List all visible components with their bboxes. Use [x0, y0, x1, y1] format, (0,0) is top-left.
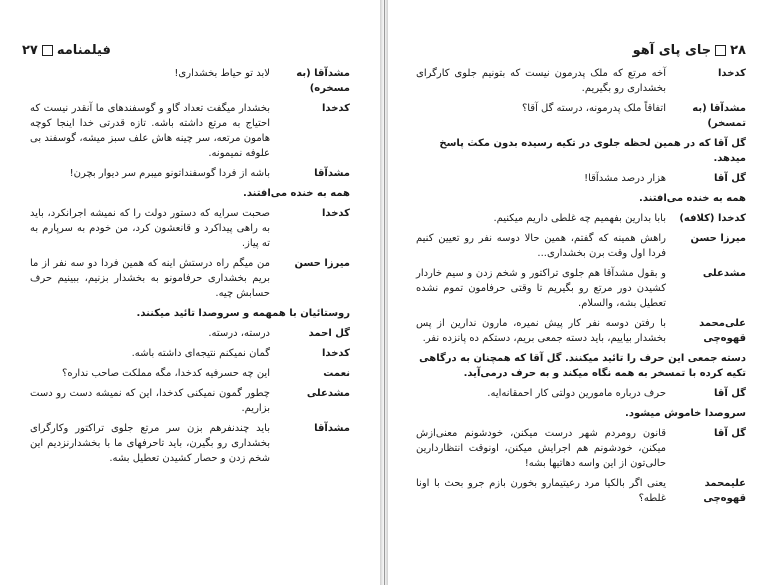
speaker-name: مشدآقا (به مسخره): [296, 68, 350, 94]
speaker-name: کدخدا (کلافه): [679, 213, 746, 224]
dialogue-text: درسته، درسته.: [208, 328, 270, 339]
dialogue-text: باید چندنفرهم بزن سر مرتع جلوی تراکتور وکارگرای بخشداری رو بگیرن، باید تاحرفهای ما با بخشدارنزدیم این شخم زدن و حصار کشیدن تعطیل بشه.: [30, 423, 270, 464]
speaker-name: گل آقا: [714, 428, 746, 439]
dialogue-entry: [30, 101, 350, 161]
page-title: جای پای آهو: [632, 42, 712, 58]
speaker-name: مشدآقا: [314, 423, 350, 434]
dialogue-text: راهش همینه که گفتم، همین حالا دوسه نفر رو تعیین کنیم فردا اول وقت برن بخشداری...: [416, 233, 666, 259]
speaker-name: کدخدا: [717, 68, 746, 79]
dialogue-entry: [30, 366, 350, 381]
page-title: فیلمنامه: [56, 42, 111, 58]
dialogue-entry: [416, 101, 746, 131]
speaker-name: میرزا حسن: [294, 258, 350, 269]
dialogue-entry: [416, 476, 746, 506]
speaker-name: مشدعلی: [702, 268, 746, 279]
dialogue-text: بخشدار میگفت تعداد گاو و گوسفندهای ما آنقدر نیست که احتیاج به مرتع داشته باشه. تازه قدرتی خدا اینجا کوچه هامون مرتعه، سر چینه هاش علف سبز میشه، گوسفند بی علوفه نمیمونه.: [30, 103, 270, 159]
dialogue-entry: [416, 386, 746, 401]
dialogue-text: هزار درصد مشدآقا!: [584, 173, 666, 184]
square-ornament-icon: [715, 45, 726, 56]
dialogue-text: آخه مرتع که ملک پدرمون نیست که بتونیم جلوی کارگرای بخشداری رو بگیریم.: [416, 68, 666, 94]
speaker-name: مشدآقا (به تمسخر): [692, 103, 746, 129]
dialogue-entry: [416, 66, 746, 96]
left-page-text: [30, 66, 350, 466]
dialogue-text: و بقول مشدآقا هم جلوی تراکتور و شخم زدن و سیم خاردار کشیدن دور مرتع رو بگیریم تا وقتی حرفامون تموم نشده تعطیل بشه، والسلام.: [416, 268, 666, 309]
dialogue-entry: [416, 231, 746, 261]
page-number: ۲۸: [730, 42, 746, 58]
dialogue-text: قانون رومردم شهر درست میکنن، خودشونم معنی‌ازش میکنن، خودشونم هم اجرایش میکنن، اونوقت انتظاردارین حالی‌تون از این واسه دهاتیها بشه!: [416, 428, 666, 469]
stage-direction: سروصدا خاموش میشود.: [625, 408, 746, 419]
dialogue-entry: [30, 256, 350, 301]
speaker-name: گل آقا: [714, 173, 746, 184]
speaker-name: علی‌محمد قهوه‌چی: [699, 318, 746, 344]
dialogue-text: لابد تو حیاط بخشداری!: [174, 68, 270, 79]
dialogue-text: اتفاقاً ملک پدرمونه، درسته گل آقا؟: [521, 103, 666, 114]
dialogue-entry: [416, 426, 746, 471]
speaker-name: نعمت: [323, 368, 350, 379]
dialogue-text: چطور گمون نمیکنی کدخدا، این که نمیشه دست رو دست بزاریم.: [30, 388, 270, 414]
square-ornament-icon: [42, 45, 53, 56]
dialogue-entry: [416, 316, 746, 346]
dialogue-entry: [30, 326, 350, 341]
dialogue-text: صحبت سرایه که دستور دولت را که نمیشه اجرانکرد، باید به راهی پیداکرد و قانعشون کرد، من خودم به سرپارم به ته پیاز.: [30, 208, 270, 249]
dialogue-text: یعنی اگر بالکیا مرد رعیتیمارو بخورن بازم جرو بحث با اونا غلطه؟: [416, 478, 666, 504]
dialogue-entry: [30, 206, 350, 251]
dialogue-text: گمان نمیکنم نتیجه‌ای داشته باشه.: [131, 348, 270, 359]
speaker-name: کدخدا: [321, 208, 350, 219]
speaker-name: گل آقا: [714, 388, 746, 399]
dialogue-entry: [30, 346, 350, 361]
dialogue-text: این چه حسرفیه کدخدا، مگه مملکت صاحب نداره؟: [62, 368, 270, 379]
dialogue-text: من میگم راه درستش اینه که همین فردا دو سه نفر از ما بریم بخشداری حرفامونو به بخشدار بزنیم، ببینیم حرف حسابش چیه.: [30, 258, 270, 299]
speaker-name: گل احمد: [308, 328, 350, 339]
dialogue-text: حرف درباره مامورین دولتی کار احمقانه‌ایه.: [487, 388, 666, 399]
speaker-name: مشدعلی: [306, 388, 350, 399]
dialogue-entry: [30, 66, 350, 96]
speaker-name: میرزا حسن: [690, 233, 746, 244]
stage-direction: دسته جمعی این حرف را تائید میکنند. گل آقا که همچنان به درگاهی تکیه کرده با تمسخر به همه نگاه میکند و به حرف درمی‌آید.: [419, 353, 746, 379]
right-page-text: [416, 66, 746, 506]
dialogue-text: باشه از فردا گوسفنداتونو میبرم سر دیوار بچرن!: [69, 168, 270, 179]
dialogue-entry: [416, 171, 746, 186]
stage-direction: روستائیان با همهمه و سروصدا تائید میکنند.: [136, 308, 350, 319]
dialogue-entry: [30, 421, 350, 466]
stage-direction: همه به خنده می‌افتند.: [243, 188, 350, 199]
speaker-name: علیمحمد قهوه‌چی: [703, 478, 746, 504]
dialogue-text: بابا بدارین بفهمیم چه غلطی داریم میکنیم.: [493, 213, 666, 224]
stage-direction: گل آقا که در همین لحظه جلوی در تکیه رسیده بدون مکث پاسخ میدهد.: [439, 138, 746, 164]
right-page: [388, 0, 768, 585]
left-page: [0, 0, 380, 585]
speaker-name: مشدآقا: [314, 168, 350, 179]
dialogue-entry: [30, 166, 350, 181]
left-page-header: [22, 40, 111, 60]
speaker-name: کدخدا: [321, 103, 350, 114]
speaker-name: کدخدا: [321, 348, 350, 359]
page-number: ۲۷: [22, 42, 38, 58]
dialogue-entry: [30, 386, 350, 416]
dialogue-text: با رفتن دوسه نفر کار پیش نمیره، مارون ندارین از پس بخشدار بیاییم، باید دسته جمعی بریم، دستکم ده پانزده نفر.: [416, 318, 666, 344]
right-page-header: [633, 40, 746, 60]
stage-direction: همه به خنده می‌افتند.: [639, 193, 746, 204]
dialogue-entry: [416, 266, 746, 311]
dialogue-entry: [416, 211, 746, 226]
gutter-divider: [384, 0, 385, 585]
